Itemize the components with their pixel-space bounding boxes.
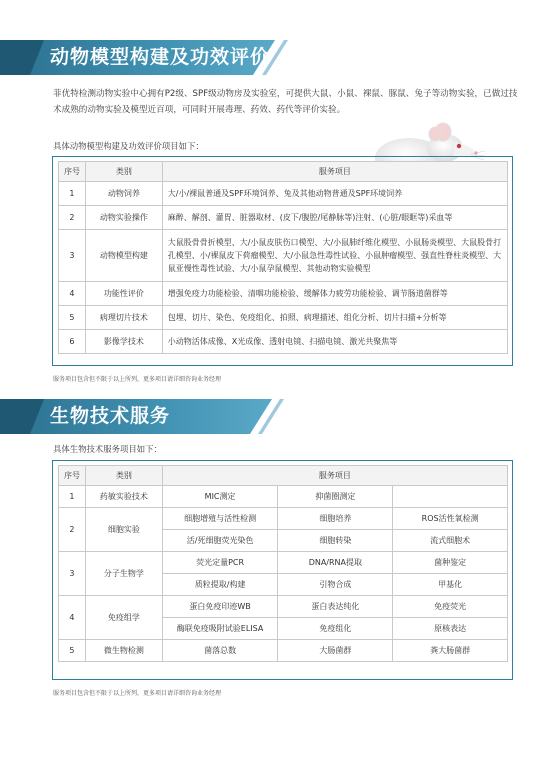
service-cell: 菌种鉴定 (393, 552, 508, 574)
table-row (59, 306, 508, 330)
row-no: 4 (59, 282, 86, 306)
row-category: 微生物检测 (85, 640, 162, 662)
row-category: 细胞实验 (85, 508, 162, 552)
row-no: 5 (59, 640, 86, 662)
service-cell: 引物合成 (278, 574, 393, 596)
service-cell: 大肠菌群 (278, 640, 393, 662)
row-category: 分子生物学 (85, 552, 162, 596)
row-no: 5 (59, 306, 86, 330)
row-no: 6 (59, 330, 86, 354)
table1-header-no: 序号 (59, 162, 86, 182)
table1-header-items: 服务项目 (162, 162, 507, 182)
service-cell: 细胞培养 (278, 508, 393, 530)
table2-header-items: 服务项目 (162, 466, 507, 486)
table2-header-no: 序号 (59, 466, 86, 486)
section2-subhead: 具体生物技术服务项目如下： (53, 444, 162, 454)
table-row (59, 508, 508, 530)
row-no: 3 (59, 552, 86, 596)
service-cell (393, 486, 508, 508)
row-items: 麻醉、解剖、灌胃、脏器取材、(皮下/腹腔/尾静脉等)注射、(心脏/眼眶等)采血等 (162, 206, 507, 230)
service-cell: 甲基化 (393, 574, 508, 596)
service-cell: 免疫荧光 (393, 596, 508, 618)
service-cell: 活/死细胞荧光染色 (162, 530, 278, 552)
table-row (59, 486, 508, 508)
row-no: 1 (59, 486, 86, 508)
service-cell: 质粒提取/构建 (162, 574, 278, 596)
section2-banner (0, 399, 290, 434)
service-cell: MIC测定 (162, 486, 278, 508)
service-cell: 酶联免疫吸附试验ELISA (162, 618, 278, 640)
row-no: 1 (59, 182, 86, 206)
service-cell: 细胞转染 (278, 530, 393, 552)
row-category: 影像学技术 (85, 330, 162, 354)
section2-footnote: 服务项目包含但不限于以上所列，更多项目请详细咨询业务经理 (53, 690, 222, 697)
row-no: 2 (59, 206, 86, 230)
row-category: 动物实验操作 (85, 206, 162, 230)
row-category: 功能性评价 (85, 282, 162, 306)
row-items: 小动物活体成像、X光成像、透射电镜、扫描电镜、激光共聚焦等 (162, 330, 507, 354)
section2-title: 生物技术服务 (50, 405, 171, 427)
row-category: 病理切片技术 (85, 306, 162, 330)
row-category: 动物模型构建 (85, 230, 162, 282)
service-cell: 粪大肠菌群 (393, 640, 508, 662)
row-no: 3 (59, 230, 86, 282)
service-cell: 原核表达 (393, 618, 508, 640)
service-cell: 蛋白表达纯化 (278, 596, 393, 618)
section1-title: 动物模型构建及功效评价 (50, 46, 271, 68)
service-cell: 流式细胞术 (393, 530, 508, 552)
service-cell: DNA/RNA提取 (278, 552, 393, 574)
service-cell: 蛋白免疫印迹WB (162, 596, 278, 618)
animal-model-table (58, 161, 508, 354)
biotech-table (58, 465, 508, 662)
service-cell: 抑菌圈测定 (278, 486, 393, 508)
section1-intro: 菲优特检测动物实验中心拥有P2级、SPF级动物房及实验室，可提供大鼠、小鼠、裸鼠、豚鼠、兔子等动物实验，已做过技术成熟的动物实验及模型近百项，可同时开展毒理、药效、药代等评价实验。 (53, 89, 518, 115)
section1-subhead: 具体动物模型构建及功效评价项目如下： (53, 141, 204, 151)
service-cell: 荧光定量PCR (162, 552, 278, 574)
table1-header-category: 类别 (85, 162, 162, 182)
table-row (59, 182, 508, 206)
table-row (59, 552, 508, 574)
row-no: 4 (59, 596, 86, 640)
row-category: 免疫组学 (85, 596, 162, 640)
table-row (59, 330, 508, 354)
row-category: 药敏实验技术 (85, 486, 162, 508)
table-row (59, 640, 508, 662)
service-cell: 细胞增殖与活性检测 (162, 508, 278, 530)
row-items: 大鼠股骨骨折模型、大/小鼠皮肤伤口模型、大/小鼠肺纤维化模型、小鼠肠炎模型、大鼠股骨打孔模型、小/裸鼠皮下荷瘤模型、大/小鼠急性毒性试验、小鼠肿瘤模型、强直性脊柱炎模型、大鼠亚慢性毒性试验、大/小鼠孕鼠模型、其他动物实验模型 (162, 230, 507, 282)
row-items: 包埋、切片、染色、免疫组化、拍照、病理描述、组化分析、切片扫描+分析等 (162, 306, 507, 330)
section1-footnote: 服务项目包含但不限于以上所列，更多项目请详细咨询业务经理 (53, 376, 222, 383)
row-items: 增强免疫力功能检验、清咽功能检验、缓解体力疲劳功能检验、调节肠道菌群等 (162, 282, 507, 306)
service-cell: 免疫组化 (278, 618, 393, 640)
row-no: 2 (59, 508, 86, 552)
table-row (59, 230, 508, 282)
table-row (59, 282, 508, 306)
table2-header-category: 类别 (85, 466, 162, 486)
row-category: 动物饲养 (85, 182, 162, 206)
service-cell: 菌落总数 (162, 640, 278, 662)
row-items: 大/小/裸鼠普通及SPF环境饲养、兔及其他动物普通及SPF环境饲养 (162, 182, 507, 206)
section1-banner (0, 40, 290, 75)
service-cell: ROS活性氧检测 (393, 508, 508, 530)
table-row (59, 596, 508, 618)
table-row (59, 206, 508, 230)
